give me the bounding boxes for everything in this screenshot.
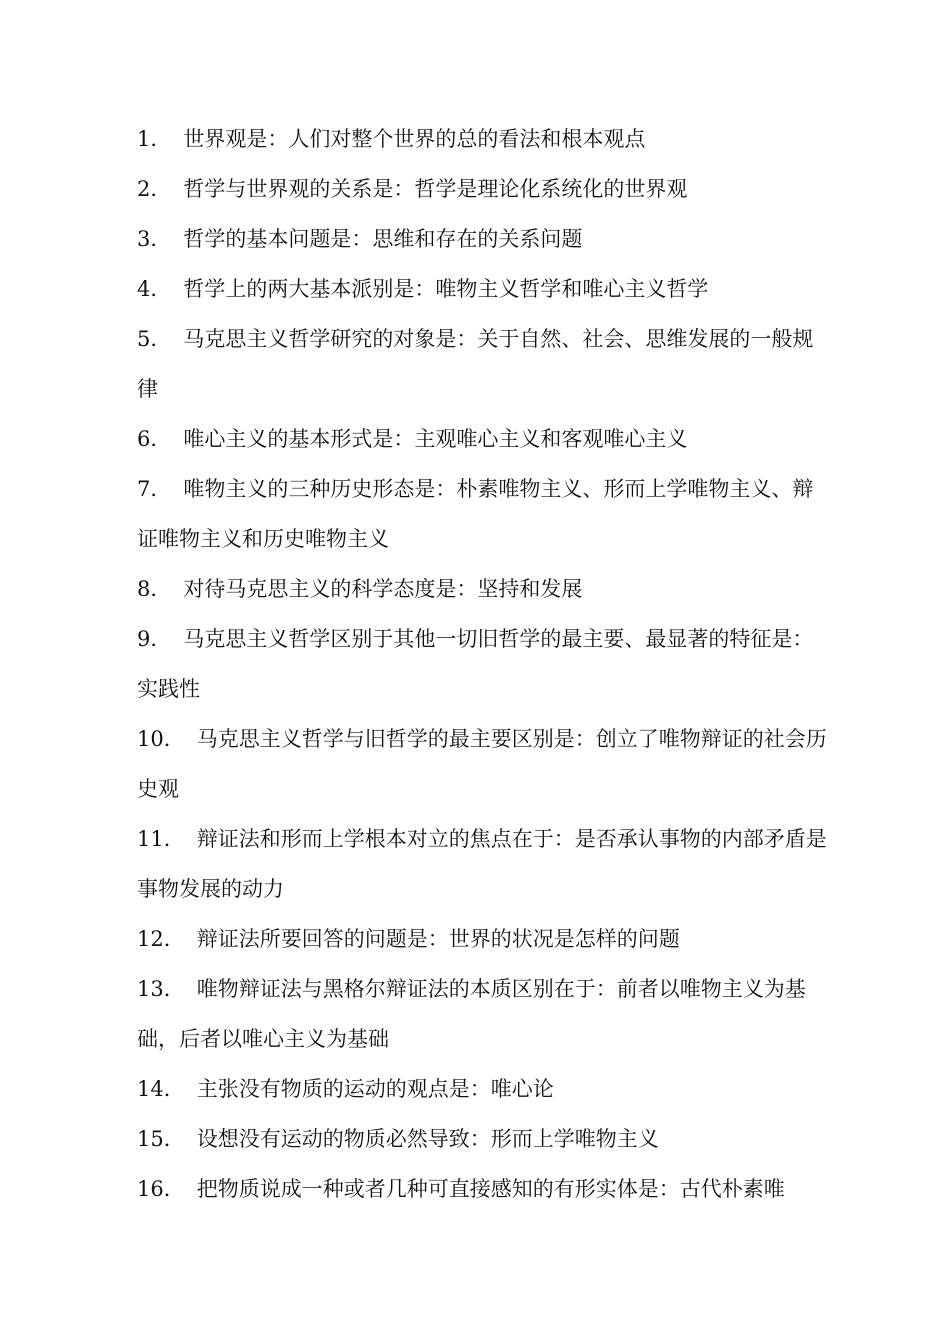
item-text: 辩证法所要回答的问题是：世界的状况是怎样的问题 <box>196 927 680 951</box>
item-text: 唯物主义的三种历史形态是：朴素唯物主义、形而上学唯物主义、辩证唯物主义和历史唯物主义 <box>137 477 814 551</box>
document-body <box>137 114 827 1214</box>
list-item <box>137 314 827 414</box>
list-item <box>137 814 827 914</box>
item-text: 马克思主义哲学区别于其他一切旧哲学的最主要、最显著的特征是：实践性 <box>137 627 814 701</box>
list-item <box>137 1114 827 1164</box>
list-item <box>137 1064 827 1114</box>
item-number: 1． <box>137 127 172 151</box>
item-text: 哲学的基本问题是：思维和存在的关系问题 <box>183 227 583 251</box>
item-text: 唯物辩证法与黑格尔辩证法的本质区别在于：前者以唯物主义为基础，后者以唯心主义为基础 <box>137 977 806 1051</box>
item-number: 13． <box>137 977 185 1001</box>
item-number: 4． <box>137 277 172 301</box>
list-item <box>137 1164 827 1214</box>
item-number: 16． <box>137 1177 185 1201</box>
list-item <box>137 214 827 264</box>
item-number: 10． <box>137 727 185 751</box>
list-item <box>137 464 827 564</box>
item-text: 把物质说成一种或者几种可直接感知的有形实体是：古代朴素唯 <box>196 1177 785 1201</box>
list-item <box>137 914 827 964</box>
item-text: 设想没有运动的物质必然导致：形而上学唯物主义 <box>196 1127 659 1151</box>
item-text: 辩证法和形而上学根本对立的焦点在于：是否承认事物的内部矛盾是事物发展的动力 <box>137 827 827 901</box>
item-number: 14． <box>137 1077 185 1101</box>
item-text: 主张没有物质的运动的观点是：唯心论 <box>196 1077 554 1101</box>
item-number: 11． <box>137 827 185 851</box>
list-item <box>137 164 827 214</box>
list-item <box>137 414 827 464</box>
item-text: 马克思主义哲学与旧哲学的最主要区别是：创立了唯物辩证的社会历史观 <box>137 727 827 801</box>
item-number: 5． <box>137 327 172 351</box>
list-item <box>137 614 827 714</box>
list-item <box>137 964 827 1064</box>
list-item <box>137 564 827 614</box>
item-number: 9． <box>137 627 172 651</box>
item-text: 唯心主义的基本形式是：主观唯心主义和客观唯心主义 <box>183 427 688 451</box>
item-number: 6． <box>137 427 172 451</box>
list-item <box>137 114 827 164</box>
item-text: 对待马克思主义的科学态度是：坚持和发展 <box>183 577 583 601</box>
item-number: 2． <box>137 177 172 201</box>
item-text: 哲学与世界观的关系是：哲学是理论化系统化的世界观 <box>183 177 688 201</box>
item-number: 15． <box>137 1127 185 1151</box>
list-item <box>137 264 827 314</box>
item-text: 世界观是：人们对整个世界的总的看法和根本观点 <box>183 127 646 151</box>
list-item <box>137 714 827 814</box>
item-text: 哲学上的两大基本派别是：唯物主义哲学和唯心主义哲学 <box>183 277 709 301</box>
item-number: 12． <box>137 927 185 951</box>
item-number: 8． <box>137 577 172 601</box>
item-number: 7． <box>137 477 172 501</box>
item-number: 3． <box>137 227 172 251</box>
item-text: 马克思主义哲学研究的对象是：关于自然、社会、思维发展的一般规律 <box>137 327 814 401</box>
